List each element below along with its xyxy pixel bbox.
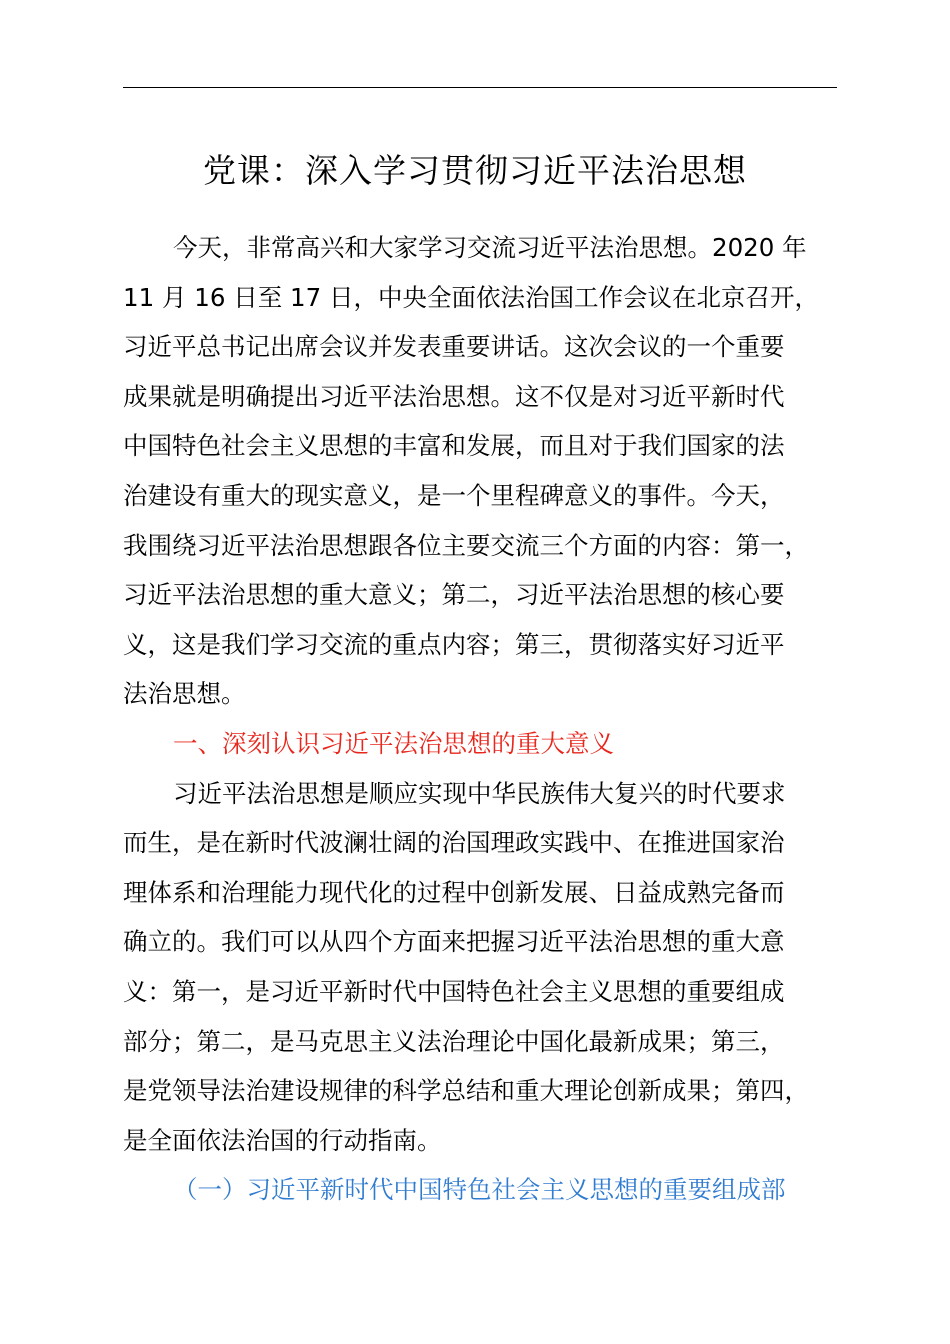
paragraph-line: 今天，非常高兴和大家学习交流习近平法治思想。2020 年	[173, 233, 807, 262]
paragraph-line: 是全面依法治国的行动指南。	[123, 1125, 442, 1155]
document-body	[123, 223, 863, 1215]
paragraph-line: 而生，是在新时代波澜壮阔的治国理政实践中、在推进国家治	[123, 828, 785, 858]
paragraph-line: 义：第一，是习近平新时代中国特色社会主义思想的重要组成	[123, 976, 785, 1006]
paragraph-line: 是党领导法治建设规律的科学总结和重大理论创新成果；第四，	[123, 1076, 809, 1106]
paragraph-line: 确立的。我们可以从四个方面来把握习近平法治思想的重大意	[123, 927, 785, 957]
paragraph-line: 法治思想。	[123, 679, 246, 709]
paragraph-line: 成果就是明确提出习近平法治思想。这不仅是对习近平新时代	[123, 381, 785, 411]
document-title: 党课：深入学习贯彻习近平法治思想	[203, 151, 747, 190]
header-rule	[123, 87, 837, 88]
paragraph-line: 治建设有重大的现实意义，是一个里程碑意义的事件。今天，	[123, 480, 785, 510]
paragraph-line: 义，这是我们学习交流的重点内容；第三，贯彻落实好习近平	[123, 629, 785, 659]
paragraph-line: 部分；第二，是马克思主义法治理论中国化最新成果；第三，	[123, 1026, 785, 1056]
subsection-heading: （一）习近平新时代中国特色社会主义思想的重要组成部	[173, 1175, 786, 1205]
paragraph-line: 中国特色社会主义思想的丰富和发展，而且对于我们国家的法	[123, 431, 785, 461]
paragraph-line: 理体系和治理能力现代化的过程中创新发展、日益成熟完备而	[123, 877, 785, 907]
paragraph-line: 11 月 16 日至 17 日，中央全面依法治国工作会议在北京召开，	[123, 282, 819, 312]
paragraph-line: 习近平总书记出席会议并发表重要讲话。这次会议的一个重要	[123, 332, 785, 362]
section-heading: 一、深刻认识习近平法治思想的重大意义	[173, 728, 614, 758]
paragraph-line: 习近平法治思想是顺应实现中华民族伟大复兴的时代要求	[173, 778, 786, 808]
paragraph-line: 习近平法治思想的重大意义；第二，习近平法治思想的核心要	[123, 580, 785, 610]
paragraph-line: 我围绕习近平法治思想跟各位主要交流三个方面的内容：第一，	[123, 530, 809, 560]
